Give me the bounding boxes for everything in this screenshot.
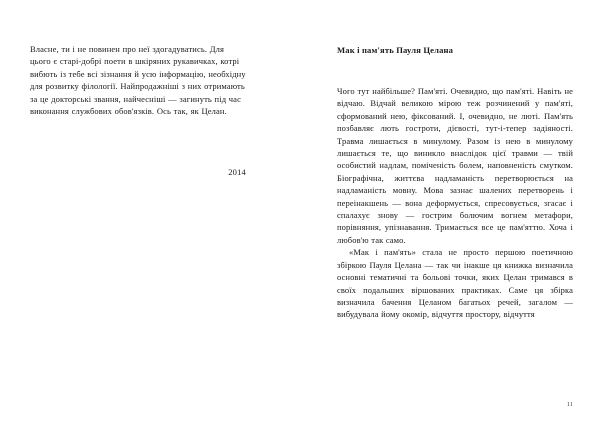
left-page-textblock: [30, 43, 246, 117]
page-number: 11: [566, 402, 573, 408]
chapter-title: Мак і пам'ять Пауля Целана: [337, 45, 454, 55]
left-page-paragraph: Власне, ти і не повинен про неї здогадуватись. Для цього є старі-добрі поети в шкіряних рукавичках, котрі вибють із тебе всі зізнання й усю інформацію, необхідну для розвитку філології. Найпродажніші з них отримають за це докторські звання, найчесніші — загинуть під час виконання службових обов'язків. Ось так, як Целан.: [30, 44, 246, 117]
right-page-textblock: [337, 85, 573, 321]
year-signature: 2014: [228, 167, 246, 177]
right-page: [300, 0, 600, 431]
right-page-paragraph-1: Чого тут найбільше? Пам'яті. Очевидно, що пам'яті. Навіть не відчаю. Відчай великою мірою теж розчинений у пам'яті, сформований нею, фіксований. І, очевидно, не люті. Пам'ять позбавляє лють гостроти, дієвості, тут-і-тепер задіяності. Травма лишається в минулому. Разом із нею в минулому лишається те, що виникло внаслідок цієї травми — твій особистий надлам, поміченість болем, наповненість смутком. Біографічна, життєва надламаність перетворюється на надламаність мовну. Мова зазнає шалених перетворень і переінакшень — вона деформується, спресовується, згасає і спалахує знову — гострим болючим вогнем метафори, порівняння, упізнавання. Тримається все це пам'яттю. Хоча і любов'ю так само.: [337, 86, 573, 245]
right-page-paragraph-2: «Мак і пам'ять» стала не просто першою поетичною збіркою Пауля Целана — так чи інакше ця книжка визначила основні тематичні та больові точки, яких Целан тримався в своїх подальших віршованих практиках. Саме ця збірка визначила бачення Целаном багатьох речей, загалом — вибудувала йому окомір, відчуття простору, відчуття: [337, 247, 573, 320]
